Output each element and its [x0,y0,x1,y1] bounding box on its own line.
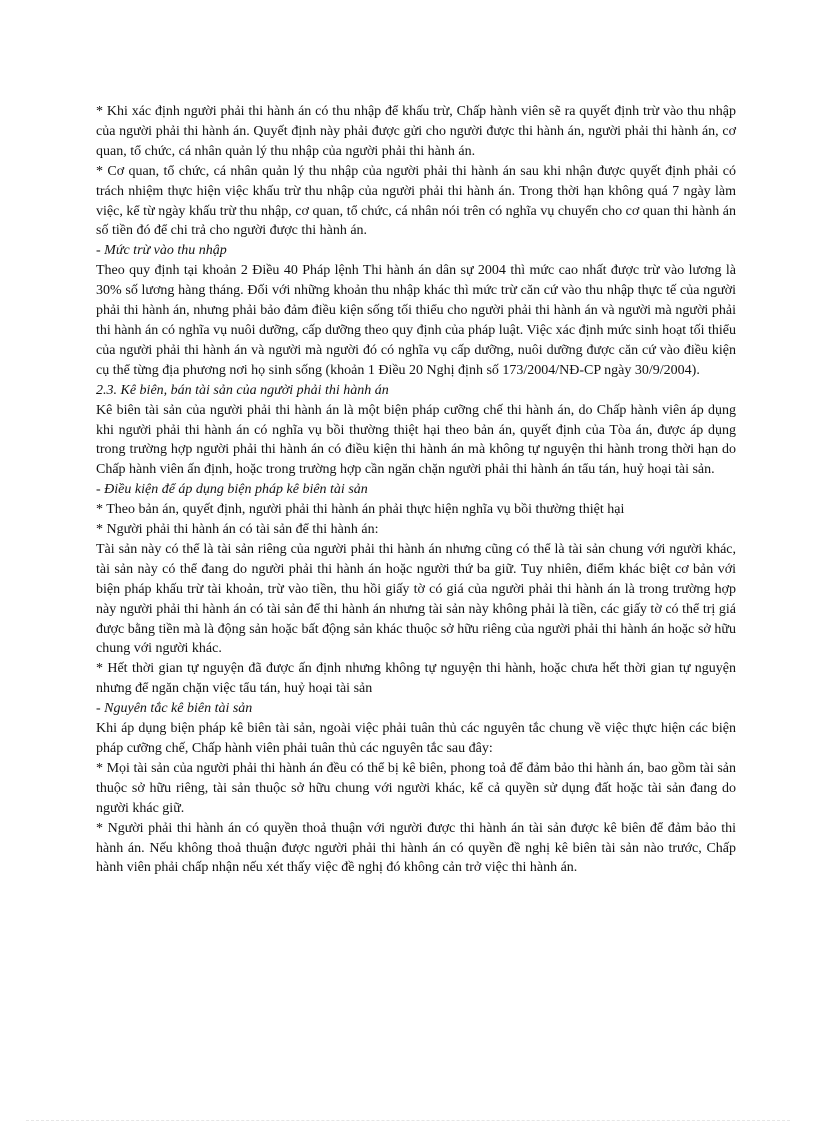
paragraph-condition-time-expired: * Hết thời gian tự nguyện đã được ấn định nhưng không tự nguyện thi hành, hoặc chưa hết thời gian tự nguyện nhưng để ngăn chặn việc tẩu tán, huỷ hoại tài sản [96,661,736,697]
paragraph-condition-obligation: * Theo bản án, quyết định, người phải thi hành án phải thực hiện nghĩa vụ bồi thường thiệt hại [96,502,625,518]
paragraph-condition-has-assets: * Người phải thi hành án có tài sản để thi hành án: [96,522,379,538]
page-bottom-divider [26,1120,790,1121]
paragraph-agency-responsibility: * Cơ quan, tổ chức, cá nhân quản lý thu nhập của người phải thi hành án sau khi nhận được quyết định phải có trách nhiệm thực hiện việc khấu trừ thu nhập của người phải thi hành án. Trong thời hạn không quá 7 ngày làm việc, kể từ ngày khấu trừ thu nhập, cơ quan, tổ chức, cá nhân nói trên có nghĩa vụ chuyển cho cơ quan thi hành án số tiền đó để chi trả cho người được thi hành án. [96,163,736,239]
document-body [96,102,736,878]
heading-seizure-conditions: - Điều kiện để áp dụng biện pháp kê biên tài sản [96,482,368,498]
paragraph-assets-description: Tài sản này có thể là tài sản riêng của người phải thi hành án nhưng cũng có thể là tài sản chung với người khác, tài sản này có thể đang do người phải thi hành án hoặc người thứ ba giữ. Tuy nhiên, điểm khác biệt cơ bản với biện pháp khấu trừ tài khoản, trừ vào tiền, thu hồi giấy tờ có giá của người phải thi hành án là trong trường hợp này người phải thi hành án có tài sản để thi hành án nhưng tài sản này không phải là tiền, các giấy tờ có thể trị giá được bằng tiền mà là động sản hoặc bất động sản khác thuộc sở hữu riêng của người phải thi hành án hoặc sở hữu chung với người khác. [96,541,736,657]
section-heading-asset-seizure: 2.3. Kê biên, bán tài sản của người phải thi hành án [96,382,389,398]
paragraph-principles-intro: Khi áp dụng biện pháp kê biên tài sản, ngoài việc phải tuân thủ các nguyên tắc chung về việc thực hiện các biện pháp cưỡng chế, Chấp hành viên phải tuân thủ các nguyên tắc sau đây: [96,721,736,756]
heading-deduction-level: - Mức trừ vào thu nhập [96,243,227,259]
paragraph-asset-seizure: Kê biên tài sản của người phải thi hành án là một biện pháp cưỡng chế thi hành án, do Chấp hành viên áp dụng khi người phải thi hành án có nghĩa vụ bồi thường thiệt hại theo bản án, quyết định của Tòa án, được áp dụng trong trường hợp người phải thi hành án có điều kiện thi hành án mà không tự nguyện thi hành trong thời hạn do Chấp hành viên ấn định, hoặc trong trường hợp cần ngăn chặn người phải thi hành án tẩu tán, huỷ hoại tài sản. [96,402,736,478]
paragraph-principle-all-assets: * Mọi tài sản của người phải thi hành án đều có thể bị kê biên, phong toả để đảm bảo thi hành án, bao gồm tài sản thuộc sở hữu riêng, tài sản thuộc sở hữu chung với người khác, kể cả quyền sử dụng đất hoặc tài sản đang do người khác giữ. [96,760,736,816]
paragraph-deduction-level: Theo quy định tại khoản 2 Điều 40 Pháp lệnh Thi hành án dân sự 2004 thì mức cao nhất được trừ vào lương là 30% số lương hàng tháng. Đối với những khoản thu nhập khác thì mức trừ căn cứ vào thu nhập thực tế của người phải thi hành án, nhưng phải bảo đảm điều kiện sống tối thiểu cho người phải thi hành án và người mà người phải thi hành án có nghĩa vụ nuôi dưỡng, cấp dưỡng theo quy định của pháp luật. Việc xác định mức sinh hoạt tối thiểu của người phải thi hành án và người mà người đó có nghĩa vụ cấp dưỡng, nuôi dưỡng được căn cứ vào điều kiện cụ thể từng địa phương nơi họ sinh sống (khoản 1 Điều 20 Nghị định số 173/2004/NĐ-CP ngày 30/9/2004). [96,263,736,378]
heading-seizure-principles: - Nguyên tắc kê biên tài sản [96,701,253,717]
paragraph-principle-agreement: * Người phải thi hành án có quyền thoả thuận với người được thi hành án tài sản được kê biên để đảm bảo thi hành án. Nếu không thoả thuận được người phải thi hành án có quyền đề nghị kê biên tài sản nào trước, Chấp hành viên phải chấp nhận nếu xét thấy việc đề nghị đó không cản trở việc thi hành án. [96,820,736,876]
paragraph-deduction-decision: * Khi xác định người phải thi hành án có thu nhập để khấu trừ, Chấp hành viên sẽ ra quyết định trừ vào thu nhập của người phải thi hành án. Quyết định này phải được gửi cho người được thi hành án, người phải thi hành án, cơ quan, tổ chức, cá nhân quản lý thu nhập của người phải thi hành án. [96,104,736,159]
